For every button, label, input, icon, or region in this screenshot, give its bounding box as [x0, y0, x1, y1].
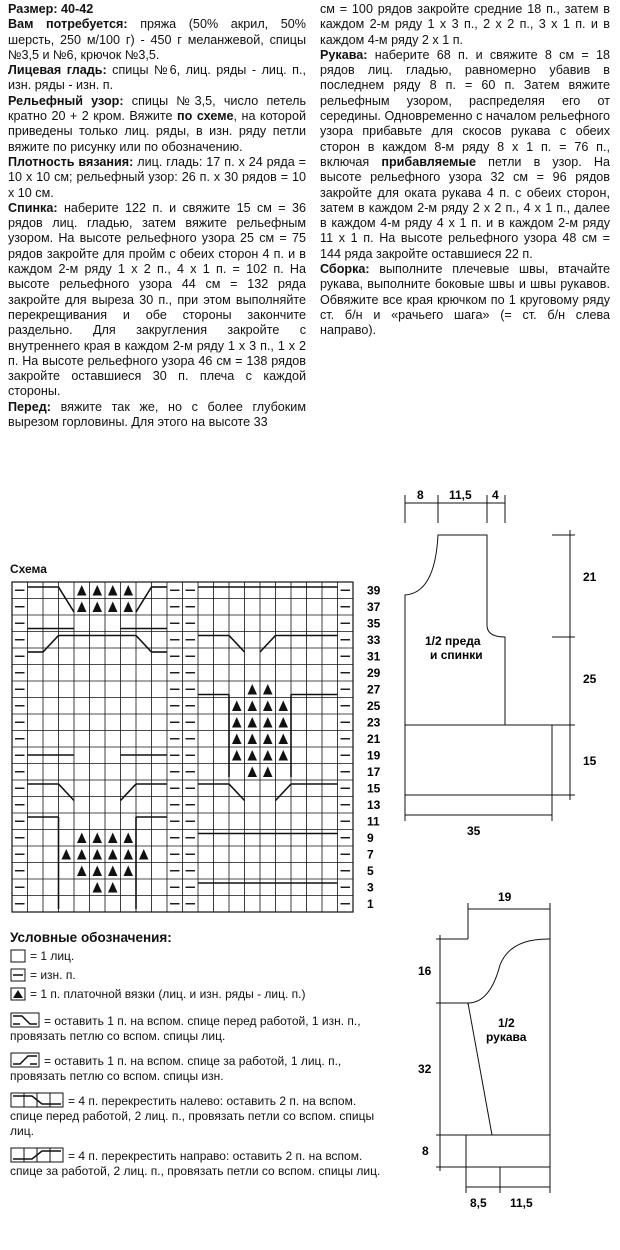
assembly-text: выполните плечевые швы, втачайте рукава, выполните боковые швы и швы рукавов. Обвяжите все края крючком по 1 круговому ряду ст. б/н и «рачьего шага» (= ст. б/н слева направо). — [320, 262, 610, 338]
relief-text-2: , на которой приведены только лиц. ряды, в изн. ряду петли вяжите по рисунку или по обозначению. — [8, 109, 306, 154]
assembly-label: Сборка: — [320, 262, 370, 277]
size-paragraph — [8, 2, 306, 17]
sleeve-dim-bottom-2: 11,5 — [510, 1196, 533, 1210]
legend-item-cross-4-left — [10, 1092, 390, 1139]
legend-text: = 1 лиц. — [30, 949, 75, 963]
garter-stitch-icon — [10, 987, 26, 1001]
front-text: вяжите так же, но с более глубоким вырезом горловины. Для этого на высоте 33 — [8, 399, 306, 430]
materials-label: Вам потребуется: — [8, 17, 128, 32]
legend-item-purl — [10, 968, 390, 983]
back-paragraph — [8, 201, 306, 400]
size-value: 40-42 — [61, 2, 94, 16]
front-paragraph — [8, 400, 306, 431]
chart-title: Схема — [10, 562, 47, 576]
row-number: 25 — [367, 699, 381, 713]
row-number: 11 — [367, 814, 380, 829]
sleeve-label: Рукава: — [320, 47, 368, 62]
row-number: 19 — [367, 748, 381, 763]
sleeve-dim-left-2: 32 — [418, 1062, 432, 1076]
sleeve-text-1: наберите 68 п. и свяжите 8 см = 18 рядов лиц. гладью, равномерно убавив в последнем ряду 8 п. = 60 п. Затем вяжите рельефным узором, распределяя его от середины. Одновременно с началом рельефного узора прибавьте для скосов рукава с обеих сторон в каждом 8-м ряду 8 х 1 п. = 76 п., включая — [320, 47, 610, 169]
body-dim-top-1: 8 — [417, 488, 424, 502]
cross-right-2st-icon — [10, 1052, 40, 1068]
back-text: наберите 122 п. и свяжите 15 см = 36 рядов лиц. гладью, затем вяжите рельефным узором. На высоте рельефного узора 25 см = 75 рядов закройте для пройм с обеих сторон 4 п. и в каждом 2-м ряду 1 х 2 п., 4 х 1 п. = 102 п. На высоте рельефного узора 44 см = 132 ряда закройте для выреза 30 п., при этом выполняйте перекрещивания и обе стороны закончите раздельно. Для закругления закройте с внутреннего края в каждом 2-м ряду 1 х 3 п., 1 х 2 п. На высоте рельефного узора 46 см = 138 рядов закройте оставшиеся 30 п. плеча с каждой стороны. — [8, 200, 306, 399]
relief-paragraph — [8, 94, 306, 155]
legend-text: = оставить 1 п. на вспом. спице за работой, 1 лиц. п., провязать петлю со вспом. спицы изн. — [10, 1054, 342, 1083]
row-number: 15 — [367, 781, 381, 796]
body-dim-bottom: 35 — [467, 824, 481, 838]
body-dim-right-2: 25 — [583, 672, 597, 686]
legend-item-garter — [10, 987, 390, 1002]
row-number: 35 — [367, 616, 381, 631]
sleeve-bold: прибавляемые — [381, 154, 477, 169]
legend — [10, 930, 390, 1179]
cross-left-4st-icon — [10, 1092, 64, 1108]
relief-bold: по схеме — [177, 109, 234, 124]
sleeve-dim-left-1: 16 — [418, 964, 432, 978]
row-number: 39 — [367, 583, 381, 598]
size-label: Размер: — [8, 2, 58, 16]
sleeve-schematic — [410, 885, 610, 1215]
front-label: Перед: — [8, 399, 51, 414]
legend-text: = 4 п. перекрестить направо: оставить 2 п. на вспом. спице за работой, 2 лиц. п., провязать петли со вспом. спицы лиц. — [10, 1149, 381, 1178]
gauge-paragraph — [8, 155, 306, 201]
relief-label: Рельефный узор: — [8, 93, 124, 108]
legend-item-cross-4-right — [10, 1147, 390, 1179]
body-dim-top-2: 11,5 — [449, 488, 472, 502]
row-number: 23 — [367, 715, 381, 730]
sleeve-label-1: 1/2 — [498, 1016, 515, 1030]
cross-left-2st-icon — [10, 1012, 40, 1028]
assembly-paragraph — [320, 262, 610, 338]
row-number: 27 — [367, 682, 381, 697]
stockinette-paragraph — [8, 63, 306, 94]
relief-text-1: спицы №3,5, число петель кратно 20 + 2 кром. Вяжите — [8, 93, 307, 124]
materials-text: пряжа (50% акрил, 50% шерсть, 250 м/100 г) - 450 г меланжевой, спицы №3,5 и №6, крючок №3,5. — [8, 17, 306, 62]
row-number: 3 — [367, 880, 374, 895]
cross-right-4st-icon — [10, 1147, 64, 1163]
legend-text: = 4 п. перекрестить налево: оставить 2 п. на вспом. спице перед работой, 2 лиц. п., провязать петли со вспом. спицы лиц. — [10, 1094, 375, 1138]
legend-item-cross-right-purl — [10, 1052, 390, 1084]
row-number: 29 — [367, 666, 381, 680]
body-dim-right-1: 21 — [583, 570, 597, 584]
back-label: Спинка: — [8, 200, 58, 215]
knitting-chart — [10, 580, 385, 920]
row-number: 9 — [367, 831, 374, 845]
sleeve-dim-top: 19 — [498, 890, 512, 904]
sleeve-paragraph — [320, 48, 610, 262]
row-number: 21 — [367, 732, 381, 746]
knit-stitch-icon — [10, 949, 26, 963]
sleeve-label-2: рукава — [486, 1030, 527, 1044]
row-number: 1 — [367, 897, 374, 911]
row-number: 5 — [367, 864, 374, 878]
legend-item-knit — [10, 949, 390, 964]
row-number: 17 — [367, 765, 381, 779]
body-label-2: и спинки — [430, 648, 483, 662]
row-number: 7 — [367, 847, 374, 862]
body-schematic — [395, 485, 615, 845]
materials-paragraph — [8, 17, 306, 63]
row-number: 13 — [367, 798, 381, 812]
stockinette-label: Лицевая гладь: — [8, 63, 107, 78]
front-continuation: см = 100 рядов закройте средние 18 п., затем в каждом 2-м ряду 1 х 3 п., 2 х 2 п., 3 х 1 п. и в каждом 4-м ряду 2 х 1 п. — [320, 2, 610, 47]
gauge-text: лиц. гладь: 17 п. х 24 ряда = 10 х 10 см; рельефный узор: 26 п. х 30 рядов = 10 х 10 см. — [8, 154, 306, 200]
stockinette-text: спицы №6, лиц. ряды - лиц. п., изн. ряды - изн. п. — [8, 63, 307, 93]
instructions-right-column — [320, 2, 610, 339]
legend-text: = изн. п. — [30, 968, 76, 982]
body-label-1: 1/2 преда — [425, 634, 481, 648]
row-number: 37 — [367, 600, 381, 614]
legend-text: = 1 п. платочной вязки (лиц. и изн. ряды - лиц. п.) — [30, 987, 306, 1001]
body-dim-top-3: 4 — [492, 488, 499, 502]
row-number: 31 — [367, 649, 381, 664]
legend-text: = оставить 1 п. на вспом. спице перед работой, 1 изн. п., провязать петлю со вспом. спицы лиц. — [10, 1014, 361, 1043]
sleeve-text-2: петли в узор. На высоте рельефного узора 32 см = 96 рядов закройте для оката рукава 4 п. с обеих сторон, затем в каждом 2-м ряду 2 х 2 п., 4 х 1 п., далее в каждом 4-м ряду 4 х 1 п. и в каждом 2-м ряду 11 х 1 п. На высоте рельефного узора 48 см = 144 ряда закройте оставшиеся 22 п. — [320, 154, 611, 261]
sleeve-dim-bottom-1: 8,5 — [470, 1196, 487, 1210]
body-dim-right-3: 15 — [583, 754, 597, 768]
gauge-label: Плотность вязания: — [8, 154, 134, 169]
legend-item-cross-left-purl — [10, 1012, 390, 1044]
sleeve-dim-left-3: 8 — [422, 1144, 429, 1158]
instructions-left-column — [8, 2, 306, 430]
row-number: 33 — [367, 633, 381, 647]
legend-title: Условные обозначения: — [10, 930, 172, 945]
purl-stitch-icon — [10, 968, 26, 982]
